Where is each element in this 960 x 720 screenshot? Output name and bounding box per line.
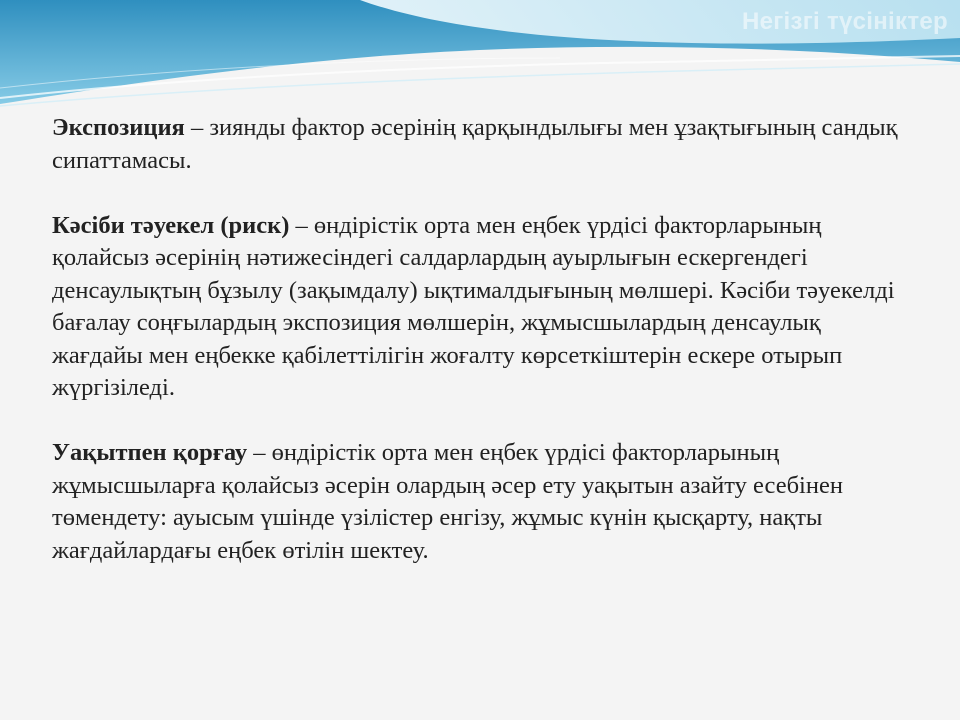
definition-exposure-text: – зиянды фактор әсерінің қарқындылығы мен ұзақтығының сандық сипаттамасы. bbox=[52, 114, 898, 174]
definition-occupational-risk bbox=[52, 210, 912, 405]
definition-occupational-risk-text: – өндірістік орта мен еңбек үрдісі факторларының қолайсыз әсерінің нәтижесіндегі салдарлардың ауырлығын ескергендегі денсаулықтың бұзылу (зақымдалу) ықтималдығының мөлшері. Кәсіби тәуекелді бағалау соңғылардың экспозиция мөлшерін, жұмысшылардың денсаулық жағдайы мен еңбекке қабілеттілігін жоғалту көрсеткіштерін ескере отырып жүргізіледі. bbox=[52, 211, 895, 401]
slide-title: Негізгі түсініктер bbox=[741, 8, 948, 35]
slide-content bbox=[52, 112, 912, 600]
term-occupational-risk: Кәсіби тәуекел (риск) bbox=[52, 211, 290, 239]
definition-time-protection bbox=[52, 437, 912, 567]
definition-time-protection-text: – өндірістік орта мен еңбек үрдісі факторларының жұмысшыларға қолайсыз әсерін олардың әсер ету уақытын азайту есебінен төмендету: ауысым үшінде үзілістер енгізу, жұмыс күнін қысқарту, нақты жағдайлардағы еңбек өтілін шектеу. bbox=[52, 439, 843, 564]
term-time-protection: Уақытпен қорғау bbox=[52, 439, 248, 466]
term-exposure: Экспозиция bbox=[52, 114, 185, 141]
definition-exposure bbox=[52, 112, 912, 177]
